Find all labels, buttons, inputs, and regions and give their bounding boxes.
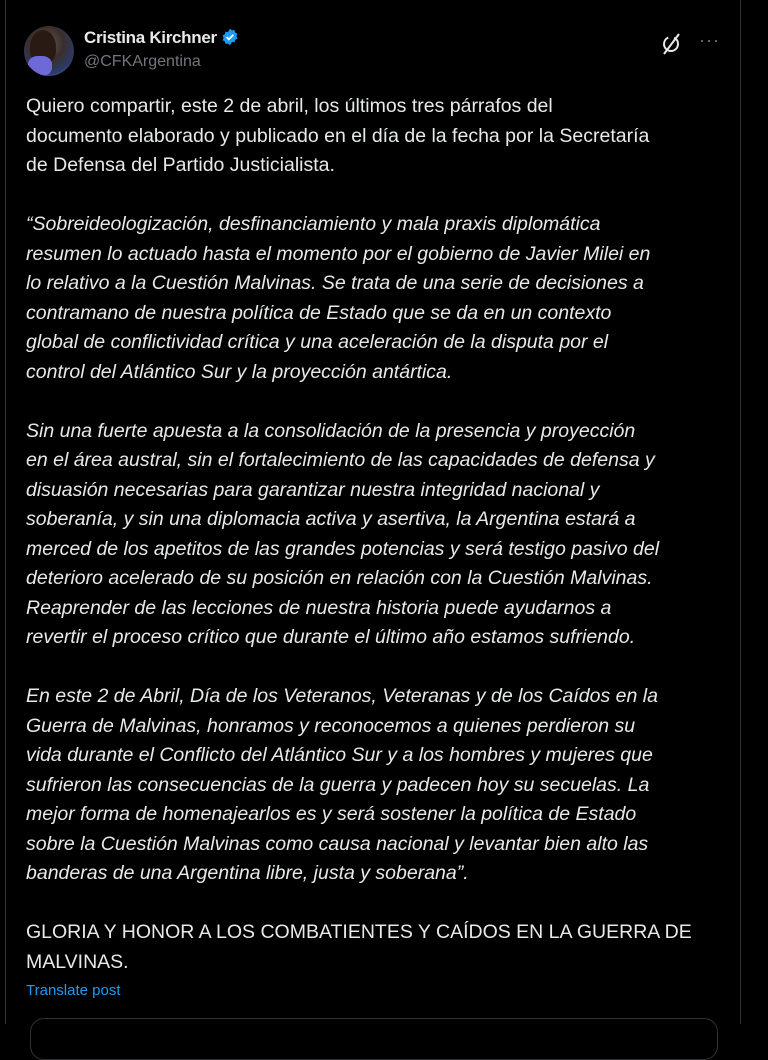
post-text-line: control del Atlántico Sur y la proyección antártica. — [26, 360, 453, 383]
post-text-line: resumen lo actuado hasta el momento por el gobierno de Javier Milei en — [26, 242, 651, 265]
post-text-line: En este 2 de Abril, Día de los Veteranos, Veteranas y de los Caídos en la — [26, 685, 658, 707]
post-text-line: MALVINAS. — [26, 950, 129, 973]
paragraph-gap — [26, 889, 692, 919]
post-text-line: de Defensa del Partido Justicialista. — [26, 154, 335, 176]
post-text-line: revertir el proceso crítico que durante el último año estamos sufriendo. — [26, 626, 636, 648]
paragraph-gap — [26, 653, 692, 683]
post-text-line: vida durante el Conflicto del Atlántico Sur y a los hombres y mujeres que — [26, 744, 653, 766]
translate-post-link[interactable]: Translate post — [26, 982, 121, 999]
post-text-line: disuasión necesarias para garantizar nuestra integridad nacional y — [26, 478, 600, 501]
post-text-line: banderas de una Argentina libre, justa y soberana”. — [26, 862, 469, 884]
author-handle[interactable]: @CFKArgentina — [84, 53, 201, 70]
post-text-line: en el área austral, sin el fortalecimiento de las capacidades de defensa y — [26, 449, 655, 471]
paragraph-gap — [26, 181, 692, 211]
verified-badge-icon — [221, 28, 239, 51]
post-text-line: sufrieron las consecuencias de la guerra y padecen hoy su secuelas. La — [26, 773, 650, 796]
post-text-line: lo relativo a la Cuestión Malvinas. Se trata de una serie de decisiones a — [26, 272, 644, 294]
avatar[interactable] — [24, 26, 74, 76]
more-horizontal-icon[interactable]: ··· — [699, 30, 720, 50]
post-text-line: GLORIA Y HONOR A LOS COMBATIENTES Y CAÍDOS EN LA GUERRA DE — [26, 921, 692, 943]
embedded-card[interactable] — [30, 1018, 718, 1060]
post-text-line: contramano de nuestra política de Estado que se da en un contexto — [26, 301, 612, 324]
paragraph-gap — [26, 387, 692, 417]
post-text-line: mejor forma de homenajearlos es y será sostener la política de Estado — [26, 803, 637, 825]
post-text-line: Guerra de Malvinas, honramos y reconocemos a quienes perdieron su — [26, 714, 636, 737]
post-text-line: documento elaborado y publicado en el día de la fecha por la Secretaría — [26, 124, 650, 147]
post-text-line: deterioro acelerado de su posición en relación con la Cuestión Malvinas. — [26, 567, 653, 589]
grok-icon[interactable] — [660, 32, 682, 61]
post-text-line: Sin una fuerte apuesta a la consolidación de la presencia y proyección — [26, 419, 636, 442]
post-text-line: merced de los apetitos de las grandes potencias y será testigo pasivo del — [26, 537, 660, 560]
post-text-line: global de conflictividad crítica y una aceleración de la disputa por el — [26, 331, 609, 353]
author-name[interactable]: Cristina Kirchner — [84, 28, 239, 51]
post-text-line: sobre la Cuestión Malvinas como causa nacional y levantar bien alto las — [26, 832, 649, 855]
post-text-line: soberanía, y sin una diplomacia activa y asertiva, la Argentina estará a — [26, 508, 636, 530]
post-text-line: “Sobreideologización, desfinanciamiento y mala praxis diplomática — [26, 213, 601, 235]
post-text — [26, 92, 692, 977]
post-text-line: Reaprender de las lecciones de nuestra historia puede ayudarnos a — [26, 596, 612, 619]
post-text-line: Quiero compartir, este 2 de abril, los últimos tres párrafos del — [26, 95, 553, 117]
